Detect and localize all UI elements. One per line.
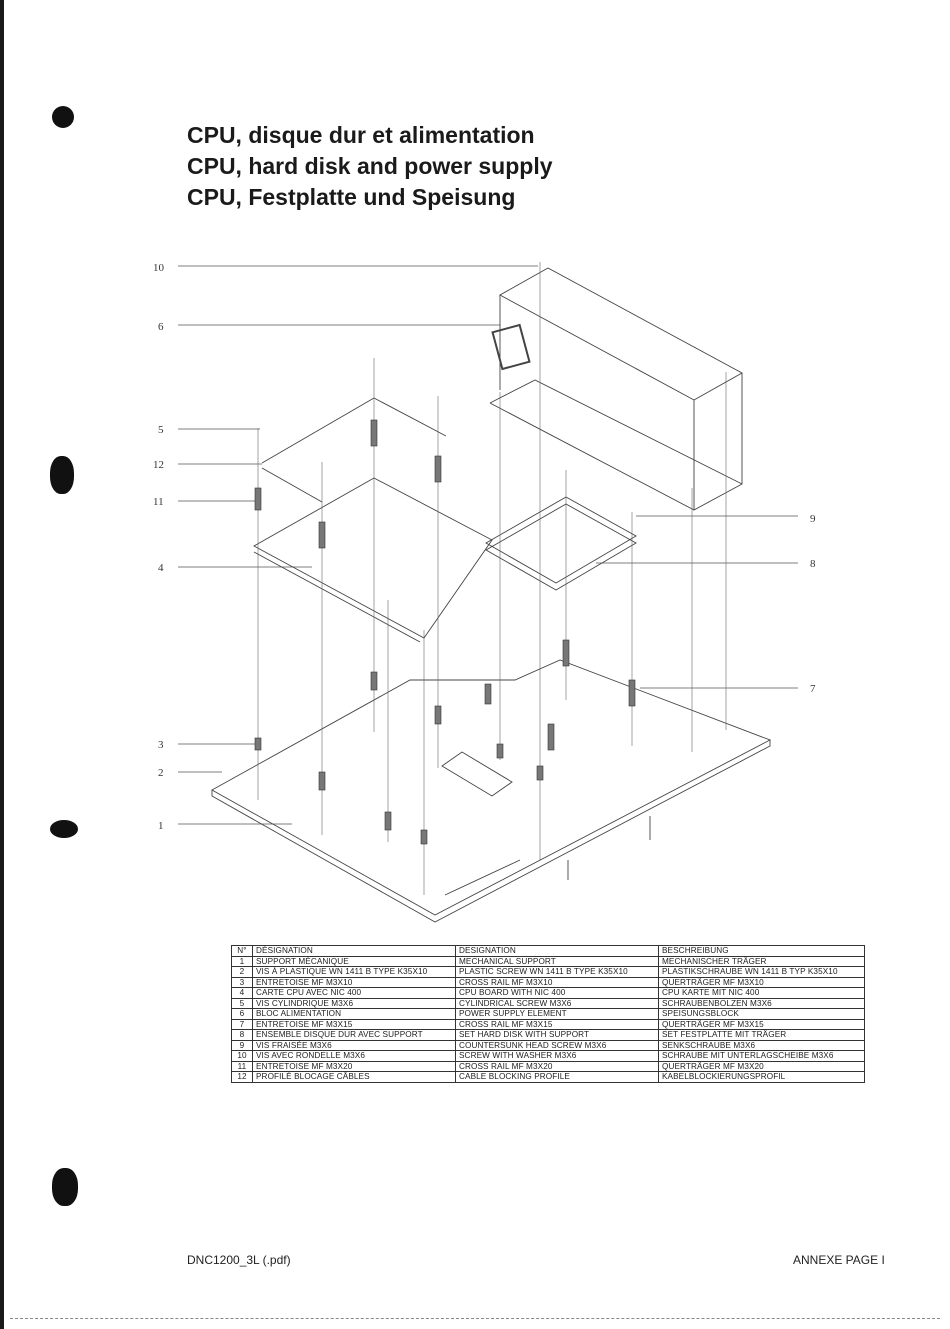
table-row (232, 998, 865, 1009)
row-designation-en: SET HARD DISK WITH SUPPORT (456, 1030, 659, 1041)
callout-1: 1 (158, 820, 164, 832)
row-beschreibung-de: QUERTRÄGER MF M3X10 (659, 977, 865, 988)
callout-11: 11 (153, 496, 164, 508)
parts-table (231, 945, 865, 1083)
header-beschreibung-de: BESCHREIBUNG (659, 946, 865, 957)
row-number: 9 (232, 1040, 253, 1051)
table-row (232, 988, 865, 999)
table-row (232, 1030, 865, 1041)
row-designation-fr: CARTE CPU AVEC NIC 400 (253, 988, 456, 999)
row-designation-fr: ENTRETOISE MF M3X20 (253, 1061, 456, 1072)
power-supply-box (490, 268, 742, 510)
table-row (232, 1009, 865, 1020)
row-number: 6 (232, 1009, 253, 1020)
cable-profile-frame (262, 398, 446, 502)
row-designation-en: CROSS RAIL MF M3X20 (456, 1061, 659, 1072)
table-row (232, 1061, 865, 1072)
row-designation-en: SCREW WITH WASHER M3X6 (456, 1051, 659, 1062)
row-designation-fr: PROFILÉ BLOCAGE CÂBLES (253, 1072, 456, 1083)
row-number: 2 (232, 967, 253, 978)
row-number: 5 (232, 998, 253, 1009)
callout-5: 5 (158, 424, 164, 436)
hard-disk-assembly (486, 497, 636, 590)
table-row (232, 967, 865, 978)
cpu-board (254, 478, 492, 642)
row-designation-en: CYLINDRICAL SCREW M3X6 (456, 998, 659, 1009)
row-designation-fr: ENTRETOISE MF M3X15 (253, 1019, 456, 1030)
footer-document-id: DNC1200_3L (.pdf) (187, 1253, 291, 1267)
table-row (232, 1019, 865, 1030)
callout-numbers (153, 262, 816, 832)
table-row (232, 1040, 865, 1051)
row-number: 7 (232, 1019, 253, 1030)
table-row (232, 1072, 865, 1083)
row-beschreibung-de: KABELBLOCKIERUNGSPROFIL (659, 1072, 865, 1083)
footer-page-label: ANNEXE PAGE I (793, 1253, 885, 1267)
row-designation-fr: VIS À PLASTIQUE WN 1411 B TYPE K35X10 (253, 967, 456, 978)
callout-3: 3 (158, 739, 164, 751)
callout-4: 4 (158, 562, 164, 574)
callout-7: 7 (810, 683, 816, 695)
row-number: 3 (232, 977, 253, 988)
row-beschreibung-de: SCHRAUBENBOLZEN M3X6 (659, 998, 865, 1009)
row-number: 8 (232, 1030, 253, 1041)
header-number: N° (232, 946, 253, 957)
table-row (232, 956, 865, 967)
callout-6: 6 (158, 321, 164, 333)
header-designation-fr: DÉSIGNATION (253, 946, 456, 957)
table-header-row (232, 946, 865, 957)
row-beschreibung-de: PLASTIKSCHRAUBE WN 1411 B TYP K35X10 (659, 967, 865, 978)
row-designation-fr: BLOC ALIMENTATION (253, 1009, 456, 1020)
row-number: 1 (232, 956, 253, 967)
table-row (232, 977, 865, 988)
title-english: CPU, hard disk and power supply (187, 153, 553, 179)
row-number: 4 (232, 988, 253, 999)
callout-12: 12 (153, 459, 164, 471)
callout-2: 2 (158, 767, 164, 779)
row-designation-en: CPU BOARD WITH NIC 400 (456, 988, 659, 999)
title-french: CPU, disque dur et alimentation (187, 122, 535, 148)
row-designation-en: POWER SUPPLY ELEMENT (456, 1009, 659, 1020)
title-german: CPU, Festplatte und Speisung (187, 184, 516, 210)
row-designation-en: COUNTERSUNK HEAD SCREW M3X6 (456, 1040, 659, 1051)
row-number: 12 (232, 1072, 253, 1083)
row-beschreibung-de: QUERTRÄGER MF M3X20 (659, 1061, 865, 1072)
row-designation-fr: ENSEMBLE DISQUE DUR AVEC SUPPORT (253, 1030, 456, 1041)
spacers (255, 420, 635, 844)
row-beschreibung-de: CPU KARTE MIT NIC 400 (659, 988, 865, 999)
row-beschreibung-de: SCHRAUBE MIT UNTERLAGSCHEIBE M3X6 (659, 1051, 865, 1062)
row-designation-fr: SUPPORT MÉCANIQUE (253, 956, 456, 967)
row-beschreibung-de: SPEISUNGSBLOCK (659, 1009, 865, 1020)
bottom-scan-line (10, 1318, 940, 1320)
row-beschreibung-de: QUERTRÄGER MF M3X15 (659, 1019, 865, 1030)
row-designation-fr: VIS FRAISÉE M3X6 (253, 1040, 456, 1051)
row-designation-fr: VIS CYLINDRIQUE M3X6 (253, 998, 456, 1009)
callout-9: 9 (810, 513, 816, 525)
row-designation-en: CABLE BLOCKING PROFILE (456, 1072, 659, 1083)
row-beschreibung-de: SET FESTPLATTE MIT TRÄGER (659, 1030, 865, 1041)
row-beschreibung-de: SENKSCHRAUBE M3X6 (659, 1040, 865, 1051)
row-designation-en: PLASTIC SCREW WN 1411 B TYPE K35X10 (456, 967, 659, 978)
punch-hole-4 (52, 1168, 78, 1206)
row-number: 10 (232, 1051, 253, 1062)
row-designation-fr: VIS AVEC RONDELLE M3X6 (253, 1051, 456, 1062)
callout-8: 8 (810, 558, 816, 570)
row-designation-en: CROSS RAIL MF M3X15 (456, 1019, 659, 1030)
row-beschreibung-de: MECHANISCHER TRÄGER (659, 956, 865, 967)
row-designation-fr: ENTRETOISE MF M3X10 (253, 977, 456, 988)
header-designation-en: DESIGNATION (456, 946, 659, 957)
row-designation-en: CROSS RAIL MF M3X10 (456, 977, 659, 988)
table-row (232, 1051, 865, 1062)
row-designation-en: MECHANICAL SUPPORT (456, 956, 659, 967)
row-number: 11 (232, 1061, 253, 1072)
callout-10: 10 (153, 262, 164, 274)
